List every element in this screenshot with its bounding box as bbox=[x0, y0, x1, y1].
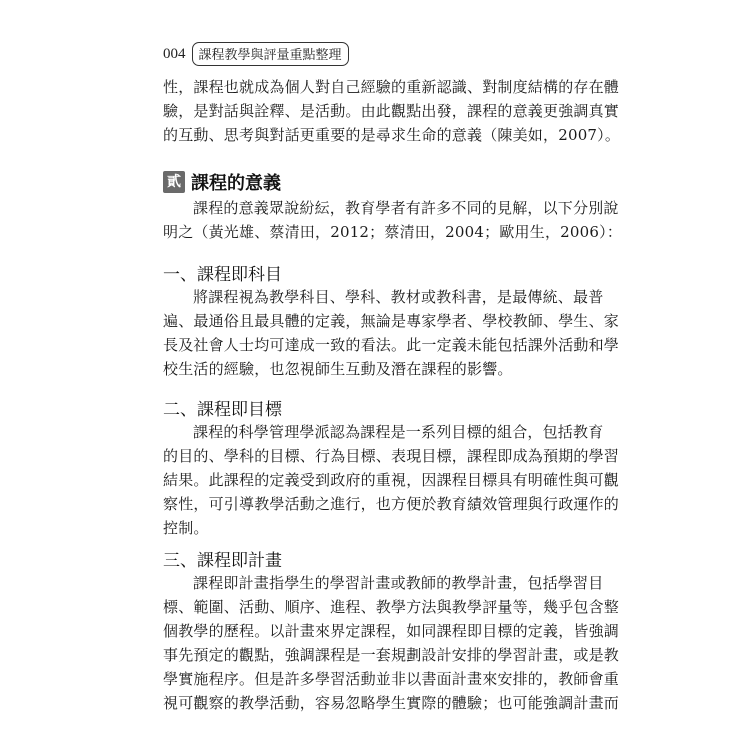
section-paragraph bbox=[163, 196, 623, 244]
text-line: 個教學的歷程。以計畫來界定課程，如同課程即目標的定義，皆強調 bbox=[163, 622, 620, 640]
text-line: 控制。 bbox=[163, 519, 209, 537]
section-heading bbox=[163, 169, 281, 195]
text-line: 標、範圍、活動、順序、進程、教學方法與教學評量等，幾乎包含整 bbox=[163, 598, 620, 616]
text-line: 學實施程序。但是許多學習活動並非以書面計畫來安排的，教師會重 bbox=[163, 670, 620, 688]
text-line: 課程即計畫指學生的學習計畫或教師的教學計畫，包括學習目 bbox=[193, 574, 604, 592]
text-line: 的互動、思考與對話更重要的是尋求生命的意義（陳美如，2007）。 bbox=[163, 126, 621, 144]
text-line: 將課程視為教學科目、學科、教材或教科書，是最傳統、最普 bbox=[193, 288, 604, 306]
text-line: 的目的、學科的目標、行為目標、表現目標，課程即成為預期的學習 bbox=[163, 447, 620, 465]
section-marker: 貳 bbox=[163, 171, 185, 193]
text-line: 校生活的經驗，也忽視師生互動及潛在課程的影響。 bbox=[163, 360, 513, 378]
subsection-paragraph bbox=[163, 571, 620, 715]
text-line: 課程的意義眾說紛紜，教育學者有許多不同的見解，以下分別說 bbox=[193, 199, 619, 217]
running-title: 課程教學與評量重點整理 bbox=[192, 42, 349, 66]
text-line: 遍、最通俗且最具體的定義，無論是專家學者、學校教師、學生、家 bbox=[163, 312, 620, 330]
subsection-title: 二、課程即目標 bbox=[163, 400, 282, 420]
text-line: 課程的科學管理學派認為課程是一系列目標的組合，包括教育 bbox=[193, 423, 604, 441]
text-line: 事先預定的觀點，強調課程是一套規劃設計安排的學習計畫，或是教 bbox=[163, 646, 620, 664]
text-line: 察性，可引導教學活動之進行，也方便於教育績效管理與行政運作的 bbox=[163, 495, 620, 513]
page-number: 004 bbox=[163, 45, 186, 62]
subsection-title: 一、課程即科目 bbox=[163, 265, 282, 285]
text-line: 視可觀察的教學活動，容易忽略學生實際的體驗；也可能強調計畫而 bbox=[163, 694, 620, 712]
subsection-paragraph bbox=[163, 420, 620, 540]
subsection-paragraph bbox=[163, 285, 620, 381]
section-title: 課程的意義 bbox=[191, 173, 281, 194]
page-header bbox=[163, 42, 349, 66]
text-line: 驗，是對話與詮釋、是活動。由此觀點出發，課程的意義更強調真實 bbox=[163, 102, 620, 120]
text-line: 長及社會人士均可達成一致的看法。此一定義未能包括課外活動和學 bbox=[163, 336, 620, 354]
intro-paragraph bbox=[163, 75, 621, 147]
text-line: 結果。此課程的定義受到政府的重視，因課程目標具有明確性與可觀 bbox=[163, 471, 620, 489]
text-line: 性，課程也就成為個人對自己經驗的重新認識、對制度結構的存在體 bbox=[163, 78, 620, 96]
text-line: 明之（黃光雄、蔡清田，2012；蔡清田，2004；歐用生，2006）： bbox=[163, 223, 623, 241]
subsection-title: 三、課程即計畫 bbox=[163, 551, 282, 571]
